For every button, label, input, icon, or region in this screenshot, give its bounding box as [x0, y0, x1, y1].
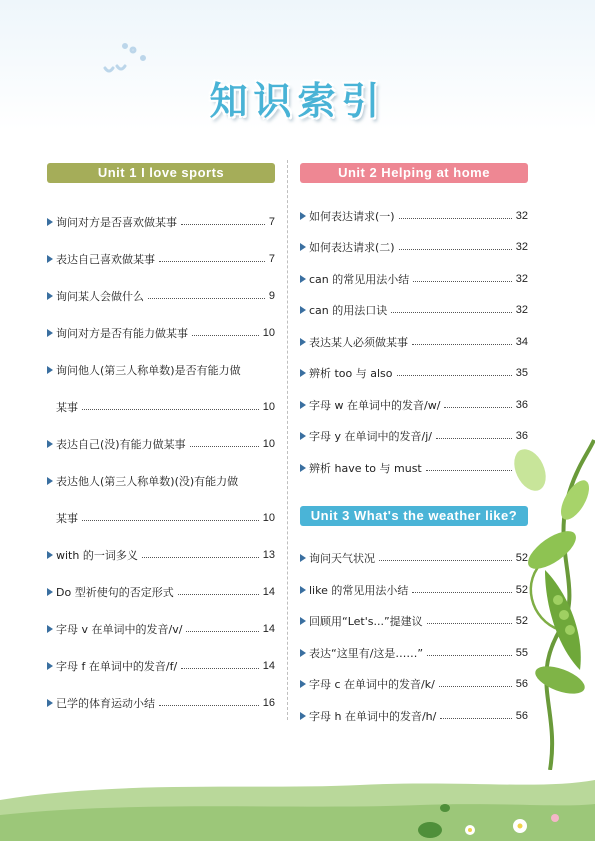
page-number: 13: [262, 548, 275, 561]
item-text: like 的常见用法小结: [309, 583, 409, 597]
leader-dots: [181, 223, 265, 225]
item-text: 字母 v 在单词中的发音/v/: [56, 622, 183, 636]
leader-dots: [399, 248, 512, 250]
item-text: 表达“这里有/这是……”: [309, 646, 424, 660]
item-text: 字母 y 在单词中的发音/j/: [309, 430, 432, 444]
page-number: 55: [515, 646, 528, 659]
item-text: 询问对方是否有能力做某事: [56, 326, 188, 340]
triangle-bullet-icon: [300, 649, 306, 657]
triangle-bullet-icon: [47, 329, 53, 337]
index-item[interactable]: [47, 536, 275, 573]
item-text: can 的用法口诀: [309, 304, 388, 318]
page-number: 10: [262, 511, 275, 524]
item-text: 辨析 have to 与 must: [309, 461, 422, 475]
triangle-bullet-icon: [47, 551, 53, 559]
leader-dots: [444, 406, 511, 408]
leader-dots: [397, 374, 512, 376]
triangle-bullet-icon: [47, 366, 53, 374]
triangle-bullet-icon: [300, 680, 306, 688]
item-text: 某事: [56, 511, 78, 525]
unit3-header: Unit 3 What's the weather like?: [300, 506, 528, 526]
triangle-bullet-icon: [47, 699, 53, 707]
page-number: 52: [515, 583, 528, 596]
page-number: 36: [515, 398, 528, 411]
triangle-bullet-icon: [47, 440, 53, 448]
item-text: 回顾用“Let's...”提建议: [309, 615, 423, 629]
triangle-bullet-icon: [300, 432, 306, 440]
index-item[interactable]: [300, 295, 528, 327]
leader-dots: [190, 445, 259, 447]
triangle-bullet-icon: [300, 243, 306, 251]
page-number: 7: [268, 252, 275, 265]
triangle-bullet-icon: [47, 588, 53, 596]
page-number: 10: [262, 437, 275, 450]
page-number: 10: [262, 400, 275, 413]
index-item[interactable]: [47, 573, 275, 610]
index-item[interactable]: [300, 232, 528, 264]
item-text: can 的常见用法小结: [309, 272, 410, 286]
triangle-bullet-icon: [300, 617, 306, 625]
triangle-bullet-icon: [300, 401, 306, 409]
item-text: 字母 h 在单词中的发音/h/: [309, 709, 437, 723]
item-text: 表达某人必须做某事: [309, 335, 408, 349]
leader-dots: [192, 334, 259, 336]
page-number: 56: [515, 709, 528, 722]
leader-dots: [181, 667, 259, 669]
item-text: Do 型祈使句的否定形式: [56, 585, 174, 599]
index-item[interactable]: [300, 358, 528, 390]
leader-dots: [82, 519, 259, 521]
page-number: 36: [515, 430, 528, 443]
index-item-continued[interactable]: [47, 388, 275, 425]
index-item[interactable]: [47, 351, 275, 388]
column-divider: [287, 160, 288, 720]
leader-dots: [178, 593, 259, 595]
unit2-header: Unit 2 Helping at home: [300, 163, 528, 183]
item-text: 询问天气状况: [309, 552, 375, 566]
page-number: 35: [515, 367, 528, 380]
item-text: 某事: [56, 400, 78, 414]
leader-dots: [159, 260, 265, 262]
page-number: 9: [268, 289, 275, 302]
index-item[interactable]: [47, 647, 275, 684]
page-number: 32: [515, 272, 528, 285]
pea-plant-icon: [490, 430, 595, 770]
index-item-continued[interactable]: [47, 499, 275, 536]
page-number: 14: [262, 622, 275, 635]
triangle-bullet-icon: [300, 554, 306, 562]
index-item[interactable]: [47, 314, 275, 351]
triangle-bullet-icon: [47, 255, 53, 263]
triangle-bullet-icon: [47, 477, 53, 485]
page-number: 16: [262, 696, 275, 709]
item-text: 如何表达请求(一): [309, 209, 395, 223]
triangle-bullet-icon: [300, 275, 306, 283]
index-item[interactable]: [300, 263, 528, 295]
item-text: 表达自己喜欢做某事: [56, 252, 155, 266]
leader-dots: [186, 630, 258, 632]
index-item[interactable]: [47, 425, 275, 462]
index-item[interactable]: [300, 326, 528, 358]
index-item[interactable]: [47, 684, 275, 721]
page-number: 34: [515, 335, 528, 348]
page-number: 56: [515, 678, 528, 691]
triangle-bullet-icon: [47, 292, 53, 300]
page-number: 7: [268, 215, 275, 228]
item-text: 字母 c 在单词中的发音/k/: [309, 678, 435, 692]
page-number: 14: [262, 585, 275, 598]
triangle-bullet-icon: [300, 586, 306, 594]
item-text: 字母 w 在单词中的发音/w/: [309, 398, 441, 412]
unit1-list: [47, 203, 275, 721]
triangle-bullet-icon: [300, 306, 306, 314]
item-text: 表达他人(第三人称单数)(没)有能力做: [56, 474, 239, 488]
index-item[interactable]: [47, 240, 275, 277]
page-number: 10: [262, 326, 275, 339]
triangle-bullet-icon: [47, 218, 53, 226]
triangle-bullet-icon: [300, 369, 306, 377]
item-text: 询问某人会做什么: [56, 289, 144, 303]
page-title: 知识索引: [209, 79, 386, 123]
leader-dots: [391, 311, 511, 313]
page-number: 32: [515, 209, 528, 222]
page-number: 32: [515, 304, 528, 317]
page-number: 14: [262, 659, 275, 672]
item-text: 如何表达请求(二): [309, 241, 395, 255]
triangle-bullet-icon: [47, 625, 53, 633]
item-text: 询问他人(第三人称单数)是否有能力做: [56, 363, 241, 377]
index-item[interactable]: [47, 462, 275, 499]
index-item[interactable]: [47, 610, 275, 647]
index-item[interactable]: [300, 389, 528, 421]
leader-dots: [148, 297, 265, 299]
leader-dots: [413, 280, 511, 282]
index-item[interactable]: [47, 203, 275, 240]
page-number: 32: [515, 241, 528, 254]
leader-dots: [142, 556, 259, 558]
triangle-bullet-icon: [47, 662, 53, 670]
page-number: 52: [515, 615, 528, 628]
item-text: 辨析 too 与 also: [309, 367, 393, 381]
item-text: 询问对方是否喜欢做某事: [56, 215, 177, 229]
unit1-header: Unit 1 I love sports: [47, 163, 275, 183]
triangle-bullet-icon: [300, 712, 306, 720]
item-text: 已学的体育运动小结: [56, 696, 155, 710]
triangle-bullet-icon: [300, 464, 306, 472]
item-text: 表达自己(没)有能力做某事: [56, 437, 186, 451]
triangle-bullet-icon: [300, 338, 306, 346]
index-item[interactable]: [47, 277, 275, 314]
triangle-bullet-icon: [300, 212, 306, 220]
item-text: with 的一词多义: [56, 548, 138, 562]
leader-dots: [399, 217, 512, 219]
item-text: 字母 f 在单词中的发音/f/: [56, 659, 178, 673]
grass-meadow-icon: [0, 760, 595, 841]
leader-dots: [82, 408, 259, 410]
leader-dots: [412, 343, 512, 345]
index-item[interactable]: [300, 200, 528, 232]
unit1-section: [47, 163, 275, 721]
leader-dots: [159, 704, 259, 706]
page-number: 52: [515, 552, 528, 565]
